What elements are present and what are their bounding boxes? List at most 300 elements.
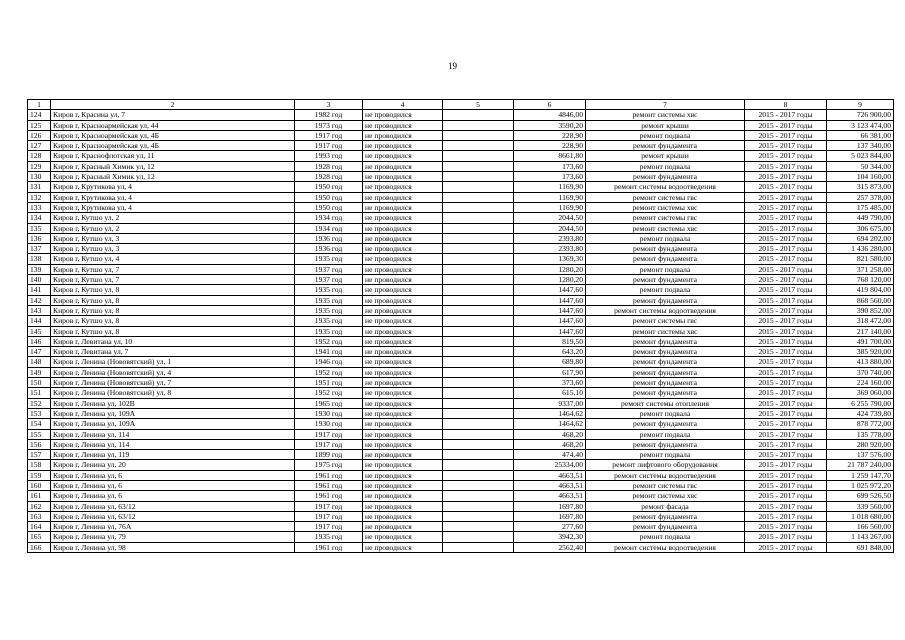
column-5-value-cell bbox=[443, 110, 514, 120]
build-year-cell: 1950 год bbox=[295, 182, 363, 192]
area-cell: 1464,62 bbox=[514, 419, 586, 429]
table-row bbox=[28, 419, 894, 429]
repair-period-cell: 2015 - 2017 годы bbox=[745, 491, 827, 501]
last-repair-cell: не проводился bbox=[363, 223, 443, 233]
last-repair-cell: не проводился bbox=[363, 532, 443, 542]
area-cell: 474,40 bbox=[514, 450, 586, 460]
last-repair-cell: не проводился bbox=[363, 480, 443, 490]
repair-period-cell: 2015 - 2017 годы bbox=[745, 398, 827, 408]
build-year-cell: 1937 год bbox=[295, 275, 363, 285]
area-cell: 2393,80 bbox=[514, 233, 586, 243]
build-year-cell: 1965 год bbox=[295, 398, 363, 408]
table-row bbox=[28, 223, 894, 233]
cost-cell: 1 259 147,70 bbox=[827, 470, 894, 480]
repair-period-cell: 2015 - 2017 годы bbox=[745, 151, 827, 161]
address-cell: Киров г, Красный Химик ул, 12 bbox=[51, 172, 295, 182]
table-row bbox=[28, 110, 894, 120]
last-repair-cell: не проводился bbox=[363, 316, 443, 326]
area-cell: 1280,20 bbox=[514, 275, 586, 285]
area-cell: 819,50 bbox=[514, 336, 586, 346]
repair-period-cell: 2015 - 2017 годы bbox=[745, 275, 827, 285]
build-year-cell: 1935 год bbox=[295, 316, 363, 326]
last-repair-cell: не проводился bbox=[363, 511, 443, 521]
work-type-cell: ремонт фундамента bbox=[586, 522, 745, 532]
cost-cell: 5 023 844,00 bbox=[827, 151, 894, 161]
build-year-cell: 1917 год bbox=[295, 141, 363, 151]
row-number-cell: 124 bbox=[28, 110, 51, 120]
row-number-cell: 139 bbox=[28, 264, 51, 274]
table-row bbox=[28, 120, 894, 130]
table-row bbox=[28, 316, 894, 326]
cost-cell: 21 787 240,00 bbox=[827, 460, 894, 470]
column-5-value-cell bbox=[443, 213, 514, 223]
address-cell: Киров г, Кутшо ул, 3 bbox=[51, 233, 295, 243]
repair-period-cell: 2015 - 2017 годы bbox=[745, 357, 827, 367]
column-5-value-cell bbox=[443, 357, 514, 367]
last-repair-cell: не проводился bbox=[363, 213, 443, 223]
row-number-cell: 148 bbox=[28, 357, 51, 367]
repair-period-cell: 2015 - 2017 годы bbox=[745, 532, 827, 542]
area-cell: 4663,51 bbox=[514, 470, 586, 480]
address-cell: Киров г, Красноармейская ул, 44 bbox=[51, 120, 295, 130]
table-row bbox=[28, 532, 894, 542]
table-row bbox=[28, 357, 894, 367]
table-row bbox=[28, 285, 894, 295]
last-repair-cell: не проводился bbox=[363, 182, 443, 192]
address-cell: Киров г, Левитана ул, 7 bbox=[51, 347, 295, 357]
last-repair-cell: не проводился bbox=[363, 202, 443, 212]
work-type-cell: ремонт подвала bbox=[586, 264, 745, 274]
address-cell: Киров г, Ленина ул, 6 bbox=[51, 480, 295, 490]
work-type-cell: ремонт подвала bbox=[586, 285, 745, 295]
repair-period-cell: 2015 - 2017 годы bbox=[745, 192, 827, 202]
repair-period-cell: 2015 - 2017 годы bbox=[745, 223, 827, 233]
repair-period-cell: 2015 - 2017 годы bbox=[745, 511, 827, 521]
column-5-value-cell bbox=[443, 378, 514, 388]
last-repair-cell: не проводился bbox=[363, 172, 443, 182]
row-number-cell: 160 bbox=[28, 480, 51, 490]
column-5-value-cell bbox=[443, 429, 514, 439]
row-number-cell: 157 bbox=[28, 450, 51, 460]
work-type-cell: ремонт системы гвс bbox=[586, 213, 745, 223]
cost-cell: 413 880,00 bbox=[827, 357, 894, 367]
column-5-value-cell bbox=[443, 408, 514, 418]
build-year-cell: 1928 год bbox=[295, 172, 363, 182]
area-cell: 2562,40 bbox=[514, 542, 586, 552]
address-cell: Киров г, Крутикова ул, 4 bbox=[51, 182, 295, 192]
work-type-cell: ремонт подвала bbox=[586, 130, 745, 140]
last-repair-cell: не проводился bbox=[363, 501, 443, 511]
table-row bbox=[28, 347, 894, 357]
last-repair-cell: не проводился bbox=[363, 254, 443, 264]
cost-cell: 257 378,00 bbox=[827, 192, 894, 202]
page-number: 19 bbox=[448, 61, 457, 71]
build-year-cell: 1946 год bbox=[295, 357, 363, 367]
repair-period-cell: 2015 - 2017 годы bbox=[745, 182, 827, 192]
address-cell: Киров г, Красный Химик ул, 12 bbox=[51, 161, 295, 171]
area-cell: 228,90 bbox=[514, 141, 586, 151]
repair-period-cell: 2015 - 2017 годы bbox=[745, 141, 827, 151]
column-5-value-cell bbox=[443, 388, 514, 398]
last-repair-cell: не проводился bbox=[363, 161, 443, 171]
last-repair-cell: не проводился bbox=[363, 326, 443, 336]
build-year-cell: 1935 год bbox=[295, 254, 363, 264]
last-repair-cell: не проводился bbox=[363, 120, 443, 130]
column-5-value-cell bbox=[443, 223, 514, 233]
row-number-cell: 141 bbox=[28, 285, 51, 295]
repair-period-cell: 2015 - 2017 годы bbox=[745, 378, 827, 388]
work-type-cell: ремонт крыши bbox=[586, 151, 745, 161]
work-type-cell: ремонт фундамента bbox=[586, 347, 745, 357]
cost-cell: 878 772,00 bbox=[827, 419, 894, 429]
area-cell: 615,10 bbox=[514, 388, 586, 398]
column-5-value-cell bbox=[443, 532, 514, 542]
repair-period-cell: 2015 - 2017 годы bbox=[745, 388, 827, 398]
build-year-cell: 1917 год bbox=[295, 511, 363, 521]
row-number-cell: 162 bbox=[28, 501, 51, 511]
address-cell: Киров г, Кутшо ул, 7 bbox=[51, 275, 295, 285]
last-repair-cell: не проводился bbox=[363, 522, 443, 532]
column-5-value-cell bbox=[443, 254, 514, 264]
work-type-cell: ремонт системы гвс bbox=[586, 316, 745, 326]
work-type-cell: ремонт подвала bbox=[586, 532, 745, 542]
work-type-cell: ремонт системы хвс bbox=[586, 326, 745, 336]
cost-cell: 137 576,00 bbox=[827, 450, 894, 460]
work-type-cell: ремонт фундамента bbox=[586, 275, 745, 285]
cost-cell: 6 255 790,00 bbox=[827, 398, 894, 408]
last-repair-cell: не проводился bbox=[363, 542, 443, 552]
cost-cell: 217 140,00 bbox=[827, 326, 894, 336]
cost-cell: 691 848,00 bbox=[827, 542, 894, 552]
cost-cell: 699 526,50 bbox=[827, 491, 894, 501]
row-number-cell: 137 bbox=[28, 244, 51, 254]
area-cell: 1697,80 bbox=[514, 511, 586, 521]
column-number: 7 bbox=[586, 100, 745, 110]
column-5-value-cell bbox=[443, 460, 514, 470]
table-row bbox=[28, 326, 894, 336]
last-repair-cell: не проводился bbox=[363, 491, 443, 501]
build-year-cell: 1952 год bbox=[295, 336, 363, 346]
build-year-cell: 1952 год bbox=[295, 367, 363, 377]
column-5-value-cell bbox=[443, 501, 514, 511]
repair-period-cell: 2015 - 2017 годы bbox=[745, 419, 827, 429]
build-year-cell: 1934 год bbox=[295, 213, 363, 223]
column-5-value-cell bbox=[443, 244, 514, 254]
repair-period-cell: 2015 - 2017 годы bbox=[745, 305, 827, 315]
row-number-cell: 164 bbox=[28, 522, 51, 532]
build-year-cell: 1950 год bbox=[295, 192, 363, 202]
last-repair-cell: не проводился bbox=[363, 357, 443, 367]
column-5-value-cell bbox=[443, 470, 514, 480]
address-cell: Киров г, Крутикова ул, 4 bbox=[51, 202, 295, 212]
work-type-cell: ремонт системы хвс bbox=[586, 223, 745, 233]
area-cell: 3590,20 bbox=[514, 120, 586, 130]
area-cell: 1169,90 bbox=[514, 192, 586, 202]
cost-cell: 768 120,00 bbox=[827, 275, 894, 285]
column-5-value-cell bbox=[443, 275, 514, 285]
cost-cell: 104 160,00 bbox=[827, 172, 894, 182]
repair-period-cell: 2015 - 2017 годы bbox=[745, 542, 827, 552]
build-year-cell: 1982 год bbox=[295, 110, 363, 120]
row-number-cell: 145 bbox=[28, 326, 51, 336]
area-cell: 277,60 bbox=[514, 522, 586, 532]
address-cell: Киров г, Кутшо ул, 4 bbox=[51, 254, 295, 264]
repair-period-cell: 2015 - 2017 годы bbox=[745, 130, 827, 140]
address-cell: Киров г, Ленина ул, 79 bbox=[51, 532, 295, 542]
row-number-cell: 153 bbox=[28, 408, 51, 418]
row-number-cell: 128 bbox=[28, 151, 51, 161]
last-repair-cell: не проводился bbox=[363, 460, 443, 470]
row-number-cell: 132 bbox=[28, 192, 51, 202]
work-type-cell: ремонт системы гвс bbox=[586, 192, 745, 202]
table-row bbox=[28, 151, 894, 161]
table-row bbox=[28, 408, 894, 418]
column-5-value-cell bbox=[443, 511, 514, 521]
work-type-cell: ремонт фундамента bbox=[586, 141, 745, 151]
area-cell: 4663,51 bbox=[514, 491, 586, 501]
repair-period-cell: 2015 - 2017 годы bbox=[745, 460, 827, 470]
last-repair-cell: не проводился bbox=[363, 336, 443, 346]
address-cell: Киров г, Ленина (Нововятский) ул, 8 bbox=[51, 388, 295, 398]
table-row bbox=[28, 172, 894, 182]
column-number: 8 bbox=[745, 100, 827, 110]
work-type-cell: ремонт фундамента bbox=[586, 388, 745, 398]
cost-cell: 1 143 267,00 bbox=[827, 532, 894, 542]
address-cell: Киров г, Кутшо ул, 8 bbox=[51, 305, 295, 315]
row-number-cell: 156 bbox=[28, 439, 51, 449]
column-5-value-cell bbox=[443, 202, 514, 212]
area-cell: 1169,90 bbox=[514, 202, 586, 212]
work-type-cell: ремонт системы водоотведения bbox=[586, 470, 745, 480]
address-cell: Киров г, Кутшо ул, 2 bbox=[51, 213, 295, 223]
column-5-value-cell bbox=[443, 542, 514, 552]
build-year-cell: 1952 год bbox=[295, 388, 363, 398]
table-row bbox=[28, 254, 894, 264]
row-number-cell: 135 bbox=[28, 223, 51, 233]
cost-cell: 315 873,00 bbox=[827, 182, 894, 192]
table-row bbox=[28, 522, 894, 532]
build-year-cell: 1899 год bbox=[295, 450, 363, 460]
cost-cell: 424 739,80 bbox=[827, 408, 894, 418]
repair-period-cell: 2015 - 2017 годы bbox=[745, 316, 827, 326]
area-cell: 1447,60 bbox=[514, 305, 586, 315]
address-cell: Киров г, Красноармейская ул, 4Б bbox=[51, 130, 295, 140]
column-5-value-cell bbox=[443, 450, 514, 460]
repair-period-cell: 2015 - 2017 годы bbox=[745, 408, 827, 418]
work-type-cell: ремонт системы хвс bbox=[586, 110, 745, 120]
area-cell: 4663,51 bbox=[514, 480, 586, 490]
row-number-cell: 155 bbox=[28, 429, 51, 439]
address-cell: Киров г, Кутшо ул, 8 bbox=[51, 316, 295, 326]
repair-period-cell: 2015 - 2017 годы bbox=[745, 110, 827, 120]
area-cell: 1447,60 bbox=[514, 295, 586, 305]
work-type-cell: ремонт фундамента bbox=[586, 295, 745, 305]
build-year-cell: 1917 год bbox=[295, 429, 363, 439]
repair-period-cell: 2015 - 2017 годы bbox=[745, 254, 827, 264]
column-5-value-cell bbox=[443, 130, 514, 140]
area-cell: 173,60 bbox=[514, 161, 586, 171]
table-row bbox=[28, 378, 894, 388]
table-row bbox=[28, 542, 894, 552]
last-repair-cell: не проводился bbox=[363, 275, 443, 285]
work-type-cell: ремонт подвала bbox=[586, 161, 745, 171]
build-year-cell: 1941 год bbox=[295, 347, 363, 357]
address-cell: Киров г, Ленина (Нововятский) ул, 7 bbox=[51, 378, 295, 388]
row-number-cell: 142 bbox=[28, 295, 51, 305]
table-row bbox=[28, 233, 894, 243]
build-year-cell: 1936 год bbox=[295, 233, 363, 243]
build-year-cell: 1961 год bbox=[295, 470, 363, 480]
cost-cell: 135 778,00 bbox=[827, 429, 894, 439]
column-5-value-cell bbox=[443, 305, 514, 315]
build-year-cell: 1917 год bbox=[295, 522, 363, 532]
table-row bbox=[28, 192, 894, 202]
row-number-cell: 131 bbox=[28, 182, 51, 192]
column-number-row bbox=[28, 100, 894, 110]
row-number-cell: 151 bbox=[28, 388, 51, 398]
work-type-cell: ремонт системы водоотведения bbox=[586, 542, 745, 552]
address-cell: Киров г, Ленина (Нововятский) ул, 1 bbox=[51, 357, 295, 367]
area-cell: 9337,00 bbox=[514, 398, 586, 408]
cost-cell: 137 340,00 bbox=[827, 141, 894, 151]
last-repair-cell: не проводился bbox=[363, 347, 443, 357]
column-number: 2 bbox=[51, 100, 295, 110]
last-repair-cell: не проводился bbox=[363, 388, 443, 398]
row-number-cell: 149 bbox=[28, 367, 51, 377]
build-year-cell: 1937 год bbox=[295, 264, 363, 274]
work-type-cell: ремонт фундамента bbox=[586, 172, 745, 182]
last-repair-cell: не проводился bbox=[363, 264, 443, 274]
last-repair-cell: не проводился bbox=[363, 429, 443, 439]
work-type-cell: ремонт подвала bbox=[586, 233, 745, 243]
address-cell: Киров г, Ленина ул, 102В bbox=[51, 398, 295, 408]
area-cell: 617,90 bbox=[514, 367, 586, 377]
work-type-cell: ремонт фундамента bbox=[586, 419, 745, 429]
work-type-cell: ремонт системы хвс bbox=[586, 491, 745, 501]
address-cell: Киров г, Ленина ул, 63/12 bbox=[51, 511, 295, 521]
repair-period-cell: 2015 - 2017 годы bbox=[745, 429, 827, 439]
row-number-cell: 154 bbox=[28, 419, 51, 429]
row-number-cell: 138 bbox=[28, 254, 51, 264]
column-5-value-cell bbox=[443, 367, 514, 377]
column-number: 9 bbox=[827, 100, 894, 110]
cost-cell: 175 485,00 bbox=[827, 202, 894, 212]
column-5-value-cell bbox=[443, 480, 514, 490]
address-cell: Киров г, Ленина ул, 114 bbox=[51, 429, 295, 439]
table-row bbox=[28, 439, 894, 449]
table-row bbox=[28, 141, 894, 151]
area-cell: 1369,30 bbox=[514, 254, 586, 264]
column-number: 1 bbox=[28, 100, 51, 110]
last-repair-cell: не проводился bbox=[363, 419, 443, 429]
cost-cell: 491 700,00 bbox=[827, 336, 894, 346]
build-year-cell: 1917 год bbox=[295, 439, 363, 449]
area-cell: 468,20 bbox=[514, 429, 586, 439]
address-cell: Киров г, Кутшо ул, 8 bbox=[51, 295, 295, 305]
column-5-value-cell bbox=[443, 172, 514, 182]
column-5-value-cell bbox=[443, 347, 514, 357]
area-cell: 8661,80 bbox=[514, 151, 586, 161]
column-5-value-cell bbox=[443, 161, 514, 171]
build-year-cell: 1973 год bbox=[295, 120, 363, 130]
work-type-cell: ремонт лифтового оборудования bbox=[586, 460, 745, 470]
cost-cell: 306 675,00 bbox=[827, 223, 894, 233]
last-repair-cell: не проводился bbox=[363, 367, 443, 377]
cost-cell: 390 852,00 bbox=[827, 305, 894, 315]
work-type-cell: ремонт подвала bbox=[586, 429, 745, 439]
repair-period-cell: 2015 - 2017 годы bbox=[745, 367, 827, 377]
work-type-cell: ремонт фундамента bbox=[586, 378, 745, 388]
column-5-value-cell bbox=[443, 233, 514, 243]
row-number-cell: 127 bbox=[28, 141, 51, 151]
work-type-cell: ремонт крыши bbox=[586, 120, 745, 130]
work-type-cell: ремонт системы водоотведения bbox=[586, 182, 745, 192]
row-number-cell: 134 bbox=[28, 213, 51, 223]
row-number-cell: 159 bbox=[28, 470, 51, 480]
repair-period-cell: 2015 - 2017 годы bbox=[745, 450, 827, 460]
table-row bbox=[28, 305, 894, 315]
address-cell: Киров г, Ленина ул, 109А bbox=[51, 408, 295, 418]
row-number-cell: 147 bbox=[28, 347, 51, 357]
area-cell: 1447,60 bbox=[514, 316, 586, 326]
column-5-value-cell bbox=[443, 192, 514, 202]
repair-period-cell: 2015 - 2017 годы bbox=[745, 120, 827, 130]
cost-cell: 726 900,00 bbox=[827, 110, 894, 120]
address-cell: Киров г, Красноармейская ул, 4Б bbox=[51, 141, 295, 151]
address-cell: Киров г, Ленина ул, 98 bbox=[51, 542, 295, 552]
build-year-cell: 1961 год bbox=[295, 480, 363, 490]
last-repair-cell: не проводился bbox=[363, 141, 443, 151]
table-row bbox=[28, 264, 894, 274]
build-year-cell: 1935 год bbox=[295, 305, 363, 315]
work-type-cell: ремонт фундамента bbox=[586, 357, 745, 367]
row-number-cell: 140 bbox=[28, 275, 51, 285]
table-row bbox=[28, 460, 894, 470]
last-repair-cell: не проводился bbox=[363, 305, 443, 315]
repair-period-cell: 2015 - 2017 годы bbox=[745, 439, 827, 449]
table-row bbox=[28, 388, 894, 398]
table-row bbox=[28, 182, 894, 192]
area-cell: 1447,60 bbox=[514, 326, 586, 336]
column-5-value-cell bbox=[443, 285, 514, 295]
column-5-value-cell bbox=[443, 326, 514, 336]
address-cell: Киров г, Ленина (Нововятский) ул, 4 bbox=[51, 367, 295, 377]
column-5-value-cell bbox=[443, 491, 514, 501]
address-cell: Киров г, Кутшо ул, 7 bbox=[51, 264, 295, 274]
repair-period-cell: 2015 - 2017 годы bbox=[745, 470, 827, 480]
area-cell: 643,20 bbox=[514, 347, 586, 357]
address-cell: Киров г, Ленина ул, 6 bbox=[51, 491, 295, 501]
cost-cell: 369 060,00 bbox=[827, 388, 894, 398]
last-repair-cell: не проводился bbox=[363, 110, 443, 120]
build-year-cell: 1935 год bbox=[295, 295, 363, 305]
address-cell: Киров г, Красина ул, 7 bbox=[51, 110, 295, 120]
area-cell: 689,80 bbox=[514, 357, 586, 367]
last-repair-cell: не проводился bbox=[363, 244, 443, 254]
cost-cell: 1 018 680,00 bbox=[827, 511, 894, 521]
row-number-cell: 133 bbox=[28, 202, 51, 212]
build-year-cell: 1951 год bbox=[295, 378, 363, 388]
column-number: 3 bbox=[295, 100, 363, 110]
build-year-cell: 1930 год bbox=[295, 419, 363, 429]
table-row bbox=[28, 130, 894, 140]
cost-cell: 50 344,00 bbox=[827, 161, 894, 171]
area-cell: 1447,60 bbox=[514, 285, 586, 295]
last-repair-cell: не проводился bbox=[363, 295, 443, 305]
work-type-cell: ремонт системы хвс bbox=[586, 202, 745, 212]
row-number-cell: 129 bbox=[28, 161, 51, 171]
address-cell: Киров г, Ленина ул, 114 bbox=[51, 439, 295, 449]
